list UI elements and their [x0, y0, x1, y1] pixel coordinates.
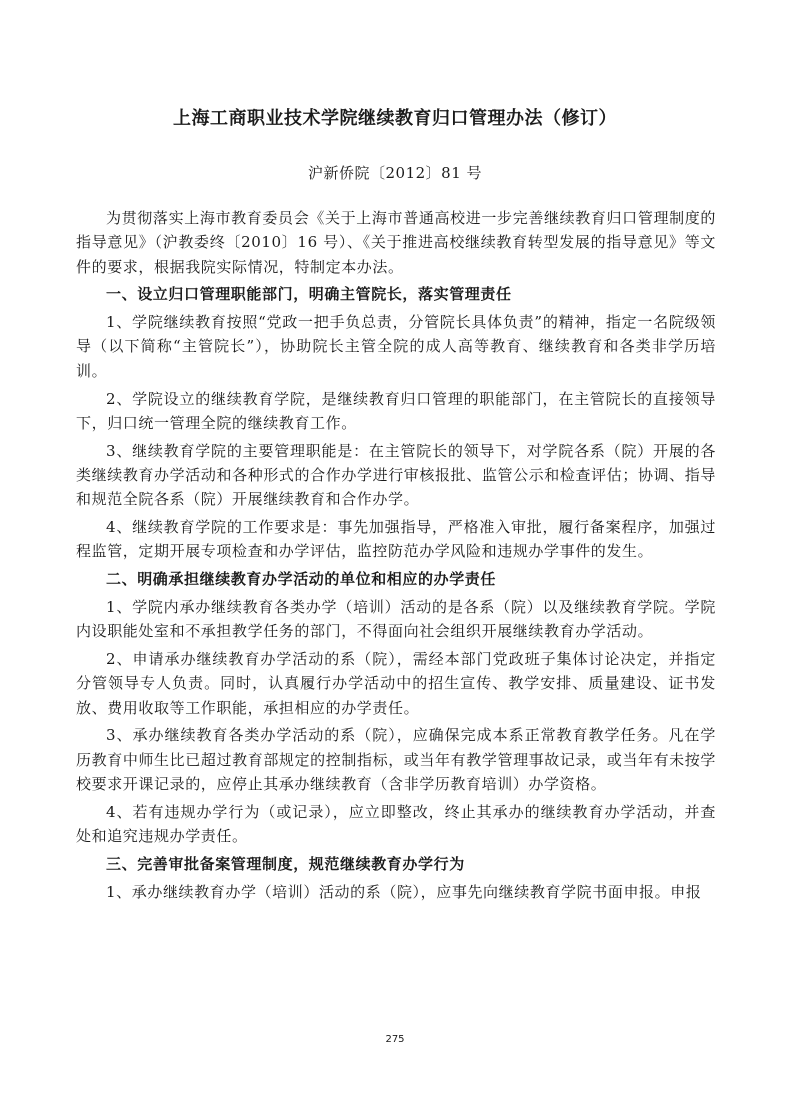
section-3-item-1: 1、承办继续教育办学（培训）活动的系（院），应事先向继续教育学院书面申报。申报: [106, 882, 702, 901]
document-body: [76, 206, 716, 908]
intro-paragraph: 为贯彻落实上海市教育委员会《关于上海市普通高校进一步完善继续教育归口管理制度的指导意见》（沪教委终〔2010〕16 号）、《关于推进高校继续教育转型发展的指导意见》等文件的要求，根据我院实际情况，特制定本办法。: [76, 209, 716, 276]
section-1-item-1: 1、学院继续教育按照“党政一把手负总责，分管院长具体负责”的精神，指定一名院级领导（以下简称“主管院长”），协助院长主管全院的成人高等教育、继续教育和各类非学历培训。: [76, 313, 716, 380]
section-2-item-3: 3、承办继续教育各类办学活动的系（院），应确保完成本系正常教育教学任务。凡在学历教育中师生比已超过教育部规定的控制指标，或当年有教学管理事故记录，或当年有未按学校要求开课记录的，应停止其承办继续教育（含非学历教育培训）办学资格。: [76, 726, 716, 794]
section-1-item-3: 3、继续教育学院的主要管理职能是：在主管院长的领导下，对学院各系（院）开展的各类继续教育办学活动和各种形式的合作办学进行审核报批、监管公示和检查评估；协调、指导和规范全院各系（院）开展继续教育和合作办学。: [76, 441, 716, 509]
section-1-item-2: 2、学院设立的继续教育学院，是继续教育归口管理的职能部门，在主管院长的直接领导下，归口统一管理全院的继续教育工作。: [76, 389, 716, 432]
document-title: 上海工商职业技术学院继续教育归口管理办法（修订）: [173, 108, 617, 129]
section-heading-2: 二、明确承担继续教育办学活动的单位和相应的办学责任: [106, 570, 497, 589]
section-1-item-4: 4、继续教育学院的工作要求是：事先加强指导，严格准入审批，履行备案程序，加强过程监管，定期开展专项检查和办学评估，监控防范办学风险和违规办学事件的发生。: [76, 518, 716, 561]
section-2-item-4: 4、若有违规办学行为（或记录），应立即整改，终止其承办的继续教育办学活动，并查处和追究违规办学责任。: [76, 802, 716, 846]
document-number: 沪新侨院〔2012〕81 号: [307, 164, 483, 182]
section-heading-1: 一、设立归口管理职能部门，明确主管院长，落实管理责任: [106, 285, 512, 304]
section-2-item-2: 2、申请承办继续教育办学活动的系（院），需经本部门党政班子集体讨论决定，并指定分管领导专人负责。同时，认真履行办学活动中的招生宣传、教学安排、质量建设、证书发放、费用收取等工作职能，承担相应的办学责任。: [76, 650, 716, 717]
section-heading-3: 三、完善审批备案管理制度，规范继续教育办学行为: [106, 854, 465, 873]
section-2-item-1: 1、学院内承办继续教育各类办学（培训）活动的是各系（院）以及继续教育学院。学院内设职能处室和不承担教学任务的部门，不得面向社会组织开展继续教育办学活动。: [76, 597, 716, 641]
page-number: 275: [385, 1034, 405, 1045]
